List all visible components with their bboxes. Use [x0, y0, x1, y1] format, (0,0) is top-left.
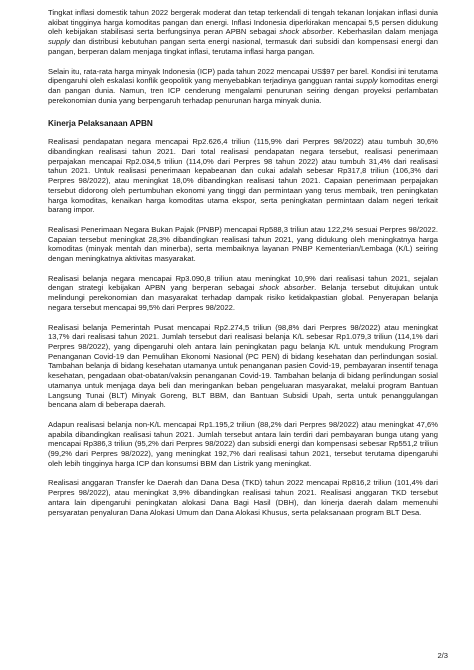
paragraph-non-kl-spending [48, 420, 438, 469]
paragraph-state-revenue [48, 137, 438, 215]
paragraph-central-government-spending [48, 323, 438, 410]
italic-term: shock absorber [279, 27, 333, 37]
paragraph-pnbp [48, 225, 438, 264]
text-run: dan distribusi kebutuhan pangan serta energi nasional, termasuk dari subsidi dan kompensasi energi dan pangan, berperan dalam menjaga tingkat inflasi, terutama inflasi harga pangan. [48, 37, 438, 56]
text-run: . Keberhasilan dalam menjaga [332, 27, 438, 37]
paragraph-state-spending [48, 274, 438, 313]
section-heading: Kinerja Pelaksanaan APBN [48, 119, 153, 129]
text-run: Realisasi belanja Pemerintah Pusat mencapai Rp2.274,5 triliun (98,8% dari Perpres 98/2022) atau meningkat 13,7% dari realisasi tahun 2021. Jumlah tersebut dari realisasi belanja K/L sebesar Rp1.079,3 triliun (114,1% dari Perpres 98/2022), yang dipengaruhi oleh antara lain peningkatan pagu belanja K/L untuk mendukung Program Penanganan Covid-19 dan Pemulihan Ekonomi Nasional (PC PEN) di bidang kesehatan dan perlindungan sosial. Tambahan belanja di bidang kesehatan utamanya untuk penanganan pasien Covid-19, pembayaran insentif tenaga kesehatan, pengadaan obat-obatan/vaksin penanganan Covid-19. Tambahan belanja di bidang perlindungan sosial utamanya untuk menjaga daya beli dan meringankan beban pengeluaran masyarakat, melalui program Bantuan Langsung Tunai (BLT) Minyak Goreng, BLT BBM, dan Bantuan Subsidi Upah, serta untuk penanggulangan bencana alam di beberapa daerah. [48, 322, 438, 410]
paragraph-oil-price [48, 67, 438, 106]
apbn-section [48, 137, 438, 517]
text-run: Realisasi anggaran Transfer ke Daerah dan Dana Desa (TKD) tahun 2022 mencapai Rp816,2 triliun (101,4% dari Perpres 98/2022), atau meningkat 3,9% dibandingkan realisasi tahun 2021. Realisasi anggaran TKD tersebut antara lain dipengaruhi peningkatan alokasi Dana Bagi Hasil (DBH), dan kinerja daerah dalam memenuhi persyaratan penyaluran Dana Alokasi Umum dan Dana Alokasi Khusus, serta pelaksanaan program BLT Desa. [48, 478, 438, 517]
italic-term: shock absorber [259, 283, 315, 293]
page-number: 2/3 [437, 651, 448, 660]
text-run: komoditas energi dan pangan dunia. Namun, tren ICP cenderung mengalami penurunan seiring dengan proyeksi perlambatan perekonomian dunia yang berpengaruh terhadap penurunan harga minyak dunia. [48, 76, 438, 105]
text-run: Realisasi belanja negara mencapai Rp3.090,8 triliun atau meningkat 10,9% dari realisasi tahun 2021, sejalan dengan strategi kebijakan APBN yang berperan sebagai [48, 273, 438, 293]
text-run: Tingkat inflasi domestik tahun 2022 bergerak moderat dan tetap terkendali di tengah tekanan lonjakan inflasi dunia akibat tingginya harga komoditas pangan dan energi. Inflasi Indonesia diperkirakan mencapai 5,5 persen didukung oleh kebijakan stabilisasi serta berfungsinya peran APBN sebagai [48, 8, 438, 37]
text-run: Realisasi Penerimaan Negara Bukan Pajak (PNBP) mencapai Rp588,3 triliun atau 122,2% sesuai Perpres 98/2022. Capaian tersebut meningkat 28,3% dibandingkan realisasi tahun 2021, yang didukung oleh meningkatnya harga komoditas (minyak mentah dan minerba), serta membaiknya layanan PNBP Kementerian/Lembaga (K/L) seiring dengan meningkatnya aktivitas masyarakat. [48, 224, 438, 264]
intro-section [48, 8, 438, 105]
paragraph-inflation [48, 8, 438, 57]
paragraph-regional-transfer [48, 478, 438, 517]
text-run: . Belanja tersebut ditujukan untuk melindungi perekonomian dan masyarakat terhadap dampak risiko ketidakpastian global. Penyerapan belanja negara tersebut mencapai 99,5% dari Perpres 98/2022. [48, 283, 439, 312]
text-run: Adapun realisasi belanja non-K/L mencapai Rp1.195,2 triliun (88,2% dari Perpres 98/2022) atau meningkat 47,6% apabila dibandingkan realisasi tahun 2021. Jumlah tersebut antara lain terdiri dari pembayaran bunga utang yang mencapai Rp386,3 triliun (95,2% dari Perpres 98/2022) dan subsidi energi dan kompensasi sebesar Rp551,2 triliun (99,2% dari Perpres 98/2022), yang meningkat 192,7% dari realisasi tahun 2021, tersebut terutama dipengaruhi oleh lebih tingginya harga ICP dan konsumsi BBM dan Listrik yang meningkat. [48, 419, 438, 468]
text-run: Realisasi pendapatan negara mencapai Rp2.626,4 triliun (115,9% dari Perpres 98/2022) atau tumbuh 30,6% dibandingkan realisasi tahun 2021. Dari total realisasi pendapatan negara tersebut, realisasi penerimaan perpajakan mencapai Rp2.034,5 triliun (114,0% dari Perpres 98 tahun 2022) atau tumbuh 31,4% dari realisasi tahun 2021. Untuk realisasi penerimaan kepabeanan dan cukai adalah sebesar Rp317,8 triliun (106,3% dari Perpres 98/2022), atau meningkat 18,0% dibandingkan realisasi tahun 2021. Capaian penerimaan perpajakan tersebut didorong oleh pertumbuhan ekonomi yang tinggi dan permintaan yang terus membaik, tren peningkatan harga komoditas, kenaikan harga komoditas utama ekspor, serta peningkatan permintaan dalam negeri terkait barang impor. [48, 137, 438, 215]
italic-term: supply [355, 76, 378, 86]
text-run: Selain itu, rata-rata harga minyak Indonesia (ICP) pada tahun 2022 mencapai US$97 per barel. Kondisi ini terutama dipengaruhi oleh eskalasi konflik geopolitik yang menyebabkan terjadinya gangguan rantai [48, 66, 438, 86]
italic-term: supply [48, 37, 70, 47]
